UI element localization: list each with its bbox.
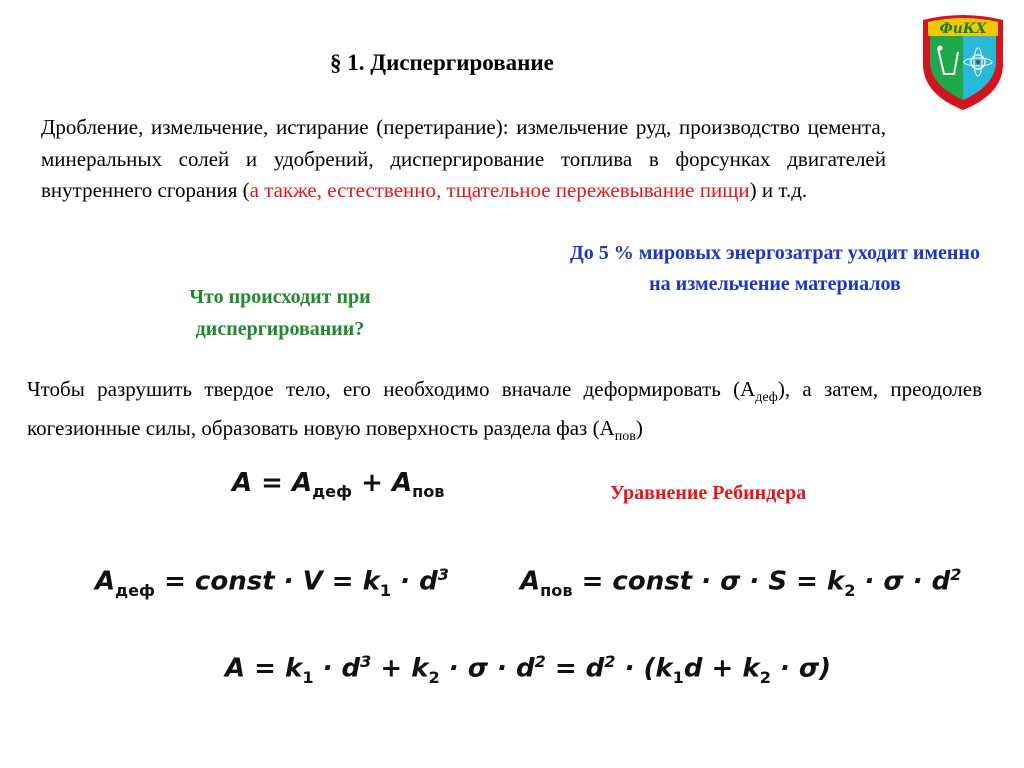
page-title: § 1. Диспергирование xyxy=(330,50,554,75)
formula-surface-work: $A_{пов}$ = const · $\sigma \cdot S = k_2 \cdot \sigma \cdot d^2$ xyxy=(520,565,962,600)
rebinder-label: Уравнение Ребиндера xyxy=(610,482,807,504)
formula-total-work: $A = A_{деф} + A_{пов}$ xyxy=(232,468,445,502)
energy-note: До 5 % мировых энергозатрат уходит именно на измельчение материалов xyxy=(570,242,980,295)
formula-rebinder: $A = k_1 \cdot d^3 + k_2 \cdot \sigma \cdot d^2 = d^2 \cdot (k_1d + k_2 \cdot \sigma)$ xyxy=(225,652,832,687)
university-logo xyxy=(918,12,1008,112)
intro-highlight: а также, естественно, тщательное пережевывание пищи xyxy=(249,178,750,202)
intro-paragraph: Дробление, измельчение, истирание (перетирание): измельчение руд, производство цемента, минеральных солей и удобрений, диспергирование топлива в форсунках двигателей внутреннего сгорания (а также, естественно, тщательное пережевывание пищи) и т.д. xyxy=(41,115,886,202)
formula-deformation-work: $A_{деф}$ = const · $V = k_1 \cdot d^3$ xyxy=(95,565,449,600)
question-heading: Что происходит при диспергировании? xyxy=(189,286,371,340)
logo-text: ФиКХ xyxy=(939,21,987,37)
shield-icon xyxy=(918,12,1008,112)
explanation-paragraph: Чтобы разрушить твердое тело, его необходимо вначале деформировать $(А_{деф})$, а затем, преодолев когезионные силы, образовать новую поверхность раздела фаз $(А_{пов})$ xyxy=(27,377,982,445)
